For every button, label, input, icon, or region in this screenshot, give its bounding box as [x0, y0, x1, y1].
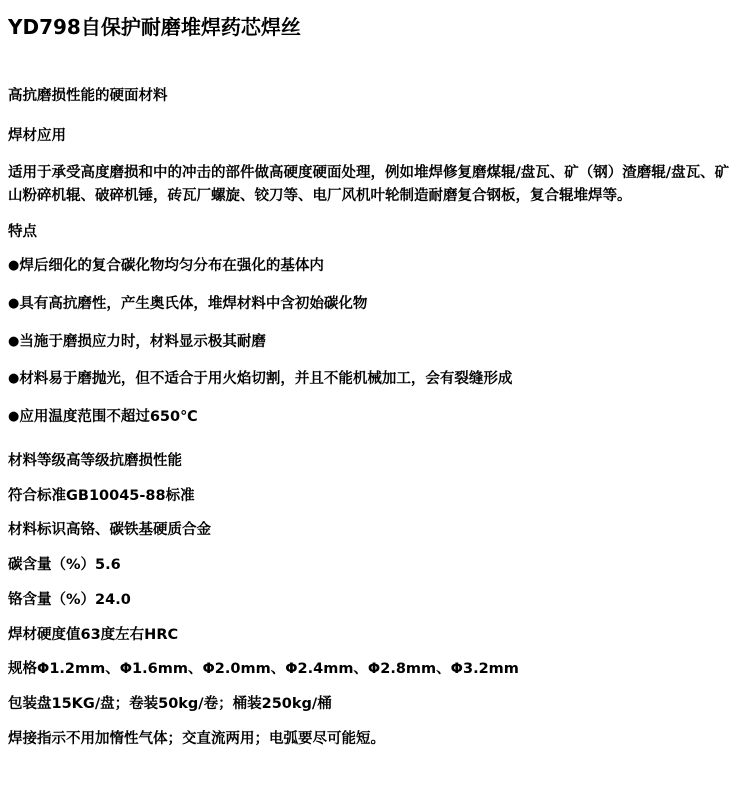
title-spacer — [8, 40, 742, 86]
feature-text: 焊后细化的复合碳化物均匀分布在强化的基体内 — [19, 258, 324, 275]
section-heading-features: 特点 — [8, 224, 37, 241]
list-item — [8, 625, 742, 647]
list-item — [8, 694, 742, 716]
list-item — [8, 520, 742, 542]
document-subtitle: 高抗磨损性能的硬面材料 — [8, 88, 168, 104]
section-heading-application: 焊材应用 — [8, 127, 66, 144]
feature-row — [8, 294, 742, 316]
bullet-icon: ● — [8, 258, 20, 274]
bullet-icon: ● — [8, 371, 20, 387]
spec-material-id: 材料标识高铬、碳铁基硬质合金 — [8, 522, 211, 539]
bullet-icon: ● — [8, 333, 20, 349]
spec-hardness: 焊材硬度值63度左右HRC — [8, 626, 179, 643]
specifications-list — [8, 451, 742, 751]
application-paragraph: 适用于承受高度磨损和中的冲击的部件做高硬度硬面处理，例如堆焊修复磨煤辊/盘瓦、矿（钢）渣磨辊/盘瓦、矿山粉碎机辊、破碎机锤，砖瓦厂螺旋、铰刀等、电厂风机叶轮制造耐磨复合钢板，复合辊堆焊等。 — [8, 164, 730, 204]
features-list — [8, 256, 742, 429]
list-item — [8, 729, 742, 751]
spec-standard: 符合标准GB10045-88标准 — [8, 487, 195, 504]
list-item — [8, 590, 742, 612]
feature-text: 当施于磨损应力时，材料显示极其耐磨 — [19, 333, 266, 350]
spacer — [8, 148, 742, 162]
spec-welding-instructions: 焊接指示不用加惰性气体；交直流两用；电弧要尽可能短。 — [8, 730, 385, 747]
feature-row — [8, 256, 742, 278]
bullet-icon: ● — [8, 295, 20, 311]
feature-text: 应用温度范围不超过650℃ — [19, 409, 198, 426]
feature-row — [8, 407, 742, 429]
list-item — [8, 294, 742, 316]
bullet-icon: ● — [8, 409, 20, 425]
feature-text: 材料易于磨抛光，但不适合于用火焰切割，并且不能机械加工，会有裂缝形成 — [19, 371, 513, 388]
list-item — [8, 369, 742, 391]
spec-packaging: 包装盘15KG/盘；卷装50kg/卷；桶装250kg/桶 — [8, 696, 332, 713]
list-item — [8, 451, 742, 473]
spec-chromium-content: 铬含量（%）24.0 — [8, 591, 131, 608]
spacer — [8, 244, 742, 256]
feature-row — [8, 369, 742, 391]
list-item — [8, 486, 742, 508]
spacer — [8, 108, 742, 126]
feature-row — [8, 332, 742, 354]
list-item — [8, 659, 742, 681]
spec-carbon-content: 碳含量（%）5.6 — [8, 557, 121, 574]
list-item — [8, 555, 742, 577]
spec-grade: 材料等级高等级抗磨损性能 — [8, 452, 182, 469]
list-item — [8, 332, 742, 354]
page-title: YD798自保护耐磨堆焊药芯焊丝 — [8, 15, 301, 39]
list-item — [8, 407, 742, 429]
list-item — [8, 256, 742, 278]
feature-text: 具有高抗磨性，产生奥氏体，堆焊材料中含初始碳化物 — [19, 295, 368, 312]
spec-diameters: 规格Φ1.2mm、Φ1.6mm、Φ2.0mm、Φ2.4mm、Φ2.8mm、Φ3.2mm — [8, 661, 519, 678]
spacer — [8, 208, 742, 222]
